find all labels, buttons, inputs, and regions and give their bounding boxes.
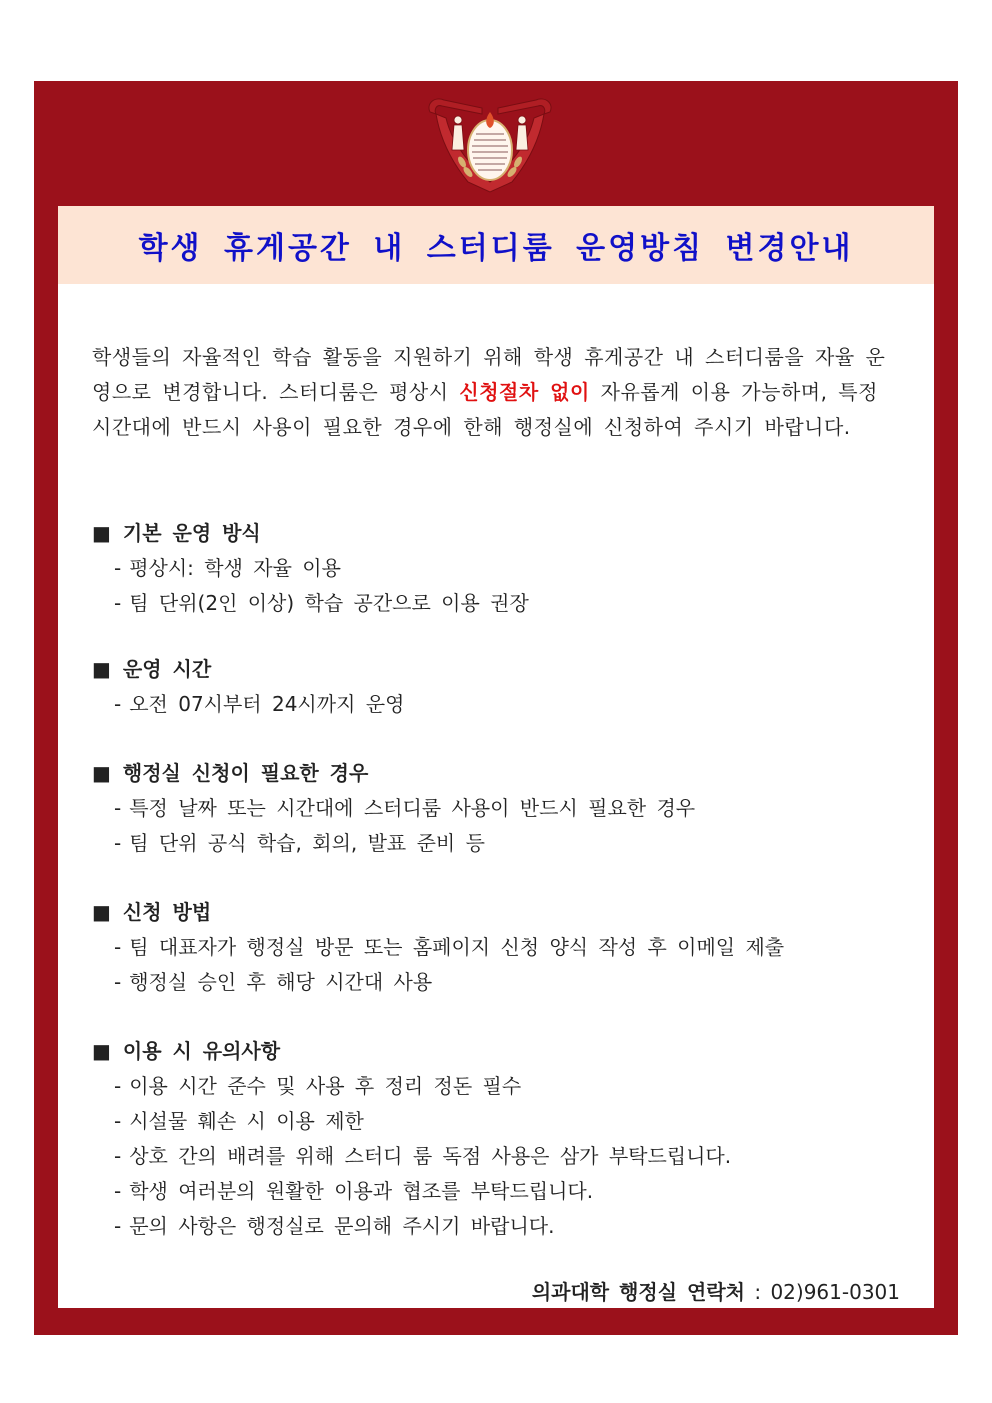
list-item-text: 팀 단위(2인 이상) 학습 공간으로 이용 권장 — [129, 591, 529, 615]
list-item — [92, 1104, 731, 1139]
section-heading: 기본 운영 방식 — [122, 521, 261, 545]
dash-marker: - — [114, 591, 122, 615]
list-item — [92, 1069, 731, 1104]
section-heading: 신청 방법 — [122, 900, 212, 924]
contact-separator: : — [754, 1280, 762, 1304]
list-item-text: 이용 시간 준수 및 사용 후 정리 정돈 필수 — [129, 1074, 522, 1098]
square-bullet-icon: ■ — [92, 657, 111, 681]
list-item — [92, 826, 695, 861]
section-heading: 이용 시 유의사항 — [122, 1039, 281, 1063]
list-item-text: 시설물 훼손 시 이용 제한 — [129, 1109, 364, 1133]
list-item — [92, 1209, 731, 1244]
intro-highlight: 신청절차 없이 — [459, 380, 590, 404]
section-usage-notes — [92, 1034, 731, 1244]
section-when-to-apply — [92, 756, 695, 861]
contact-info — [532, 1276, 900, 1305]
section-heading: 행정실 신청이 필요한 경우 — [122, 761, 369, 785]
list-item — [92, 930, 784, 965]
contact-label: 의과대학 행정실 연락처 — [531, 1280, 745, 1304]
list-item-text: 평상시: 학생 자율 이용 — [129, 556, 341, 580]
list-item-text: 행정실 승인 후 해당 시간대 사용 — [129, 970, 433, 994]
section-basic-operation — [92, 516, 529, 621]
title-banner — [58, 206, 934, 284]
intro-text-after: 자유롭게 이용 가능하며, 특정 시간대에 반드시 사용이 필요한 경우에 한해 행정실에 신청하여 주시기 바랍니다. — [92, 380, 878, 439]
dash-marker: - — [114, 831, 122, 855]
dash-marker: - — [114, 1179, 122, 1203]
list-item-text: 상호 간의 배려를 위해 스터디 룸 독점 사용은 삼가 부탁드립니다. — [129, 1144, 732, 1168]
square-bullet-icon: ■ — [92, 761, 111, 785]
square-bullet-icon: ■ — [92, 1039, 111, 1063]
dash-marker: - — [114, 1074, 122, 1098]
dash-marker: - — [114, 1214, 122, 1238]
section-how-to-apply — [92, 895, 784, 1000]
list-item-text: 문의 사항은 행정실로 문의해 주시기 바랍니다. — [129, 1214, 555, 1238]
dash-marker: - — [114, 935, 122, 959]
list-item — [92, 551, 529, 586]
dash-marker: - — [114, 692, 122, 716]
list-item-text: 팀 단위 공식 학습, 회의, 발표 준비 등 — [129, 831, 485, 855]
intro-paragraph — [92, 340, 904, 445]
section-operating-hours — [92, 652, 404, 722]
list-item-text: 팀 대표자가 행정실 방문 또는 홈페이지 신청 양식 작성 후 이메일 제출 — [129, 935, 785, 959]
list-item-text: 특정 날짜 또는 시간대에 스터디룸 사용이 반드시 필요한 경우 — [129, 796, 696, 820]
square-bullet-icon: ■ — [92, 900, 111, 924]
intro-text-before: 학생들의 자율적인 학습 활동을 지원하기 위해 학생 휴게공간 내 스터디룸을 자율 운영으로 변경합니다. 스터디룸은 평상시 — [92, 345, 886, 404]
dash-marker: - — [114, 1144, 122, 1168]
university-emblem-icon — [422, 90, 558, 198]
list-item — [92, 1174, 731, 1209]
page-title: 학생 휴게공간 내 스터디룸 운영방침 변경안내 — [138, 231, 854, 266]
dash-marker: - — [114, 1109, 122, 1133]
list-item — [92, 687, 404, 722]
list-item — [92, 1139, 731, 1174]
list-item-text: 오전 07시부터 24시까지 운영 — [129, 692, 405, 716]
notice-body — [58, 284, 934, 1308]
dash-marker: - — [114, 556, 122, 580]
dash-marker: - — [114, 970, 122, 994]
dash-marker: - — [114, 796, 122, 820]
section-heading: 운영 시간 — [122, 657, 212, 681]
square-bullet-icon: ■ — [92, 521, 111, 545]
list-item — [92, 586, 529, 621]
list-item-text: 학생 여러분의 원활한 이용과 협조를 부탁드립니다. — [129, 1179, 594, 1203]
contact-phone: 02)961-0301 — [770, 1280, 900, 1304]
list-item — [92, 965, 784, 1000]
list-item — [92, 791, 695, 826]
